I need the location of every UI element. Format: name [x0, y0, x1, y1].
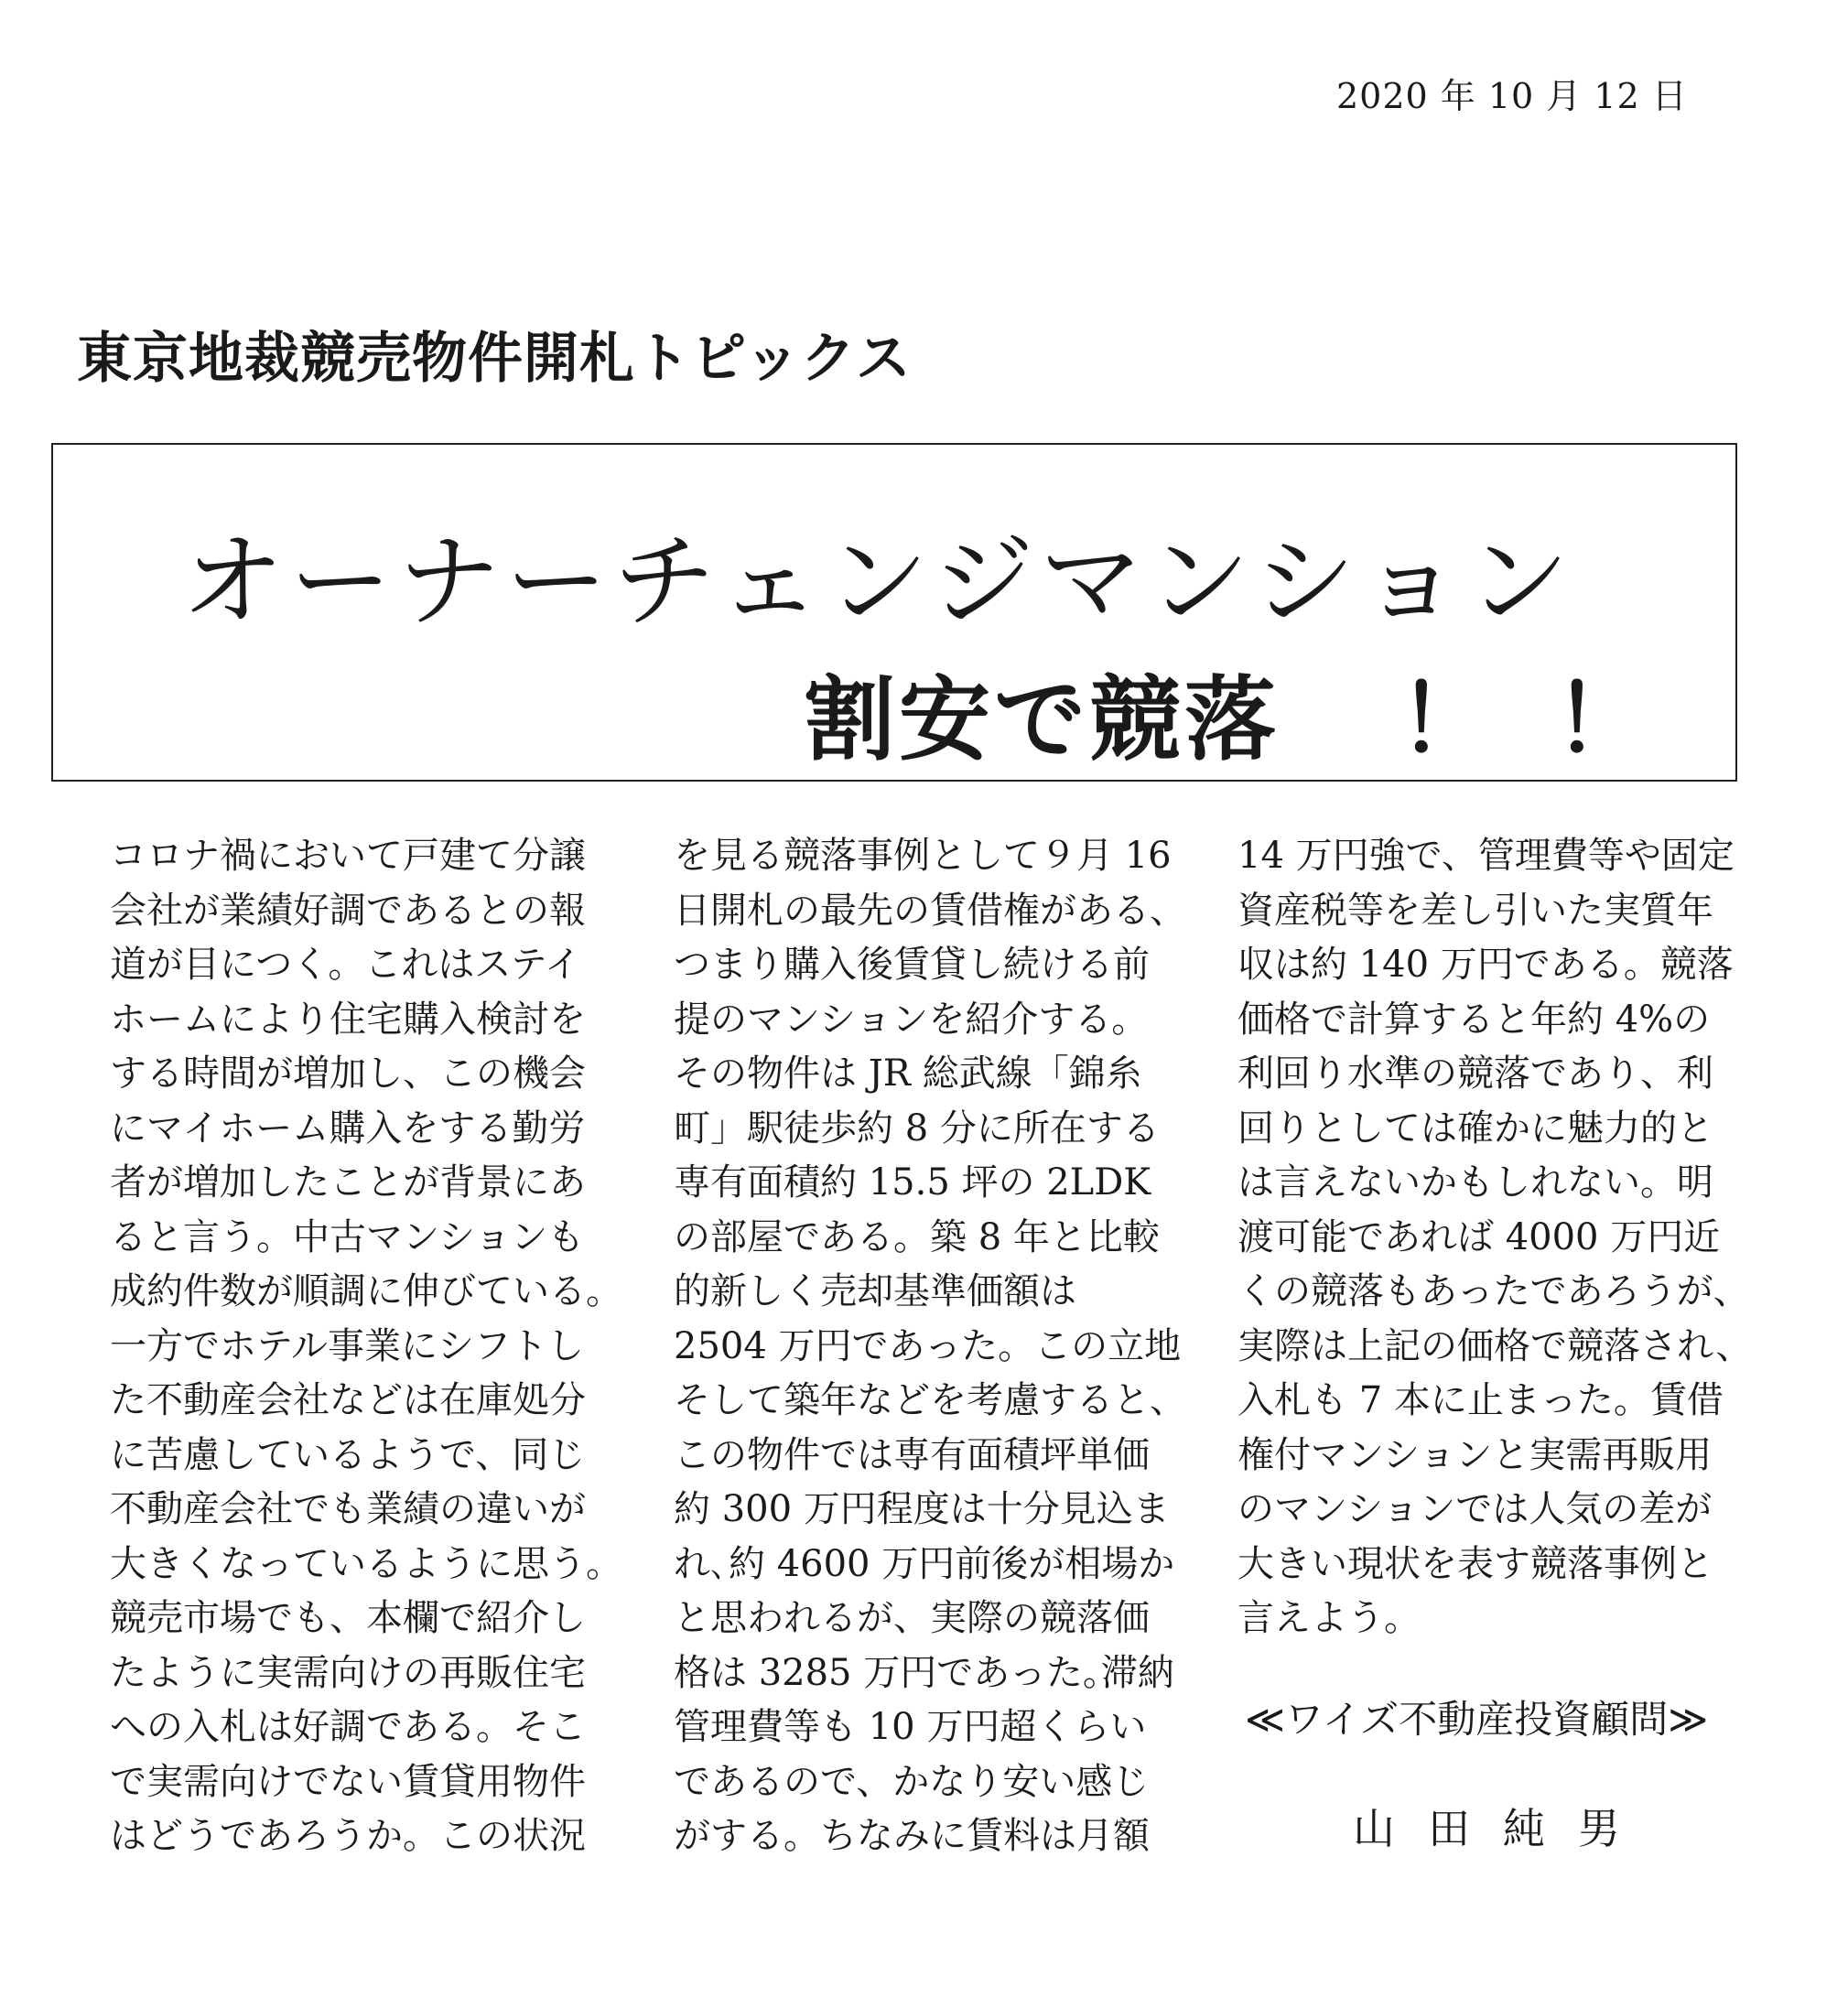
body-column-2 — [674, 829, 1186, 1864]
body-line: 一方でホテル事業にシフトし — [110, 1324, 584, 1367]
body-line: 専有面積約 15.5 坪の 2LDK — [674, 1161, 1151, 1204]
body-line: ホームにより住宅購入検討を — [110, 998, 586, 1041]
body-line: コロナ禍において戸建て分譲 — [110, 835, 586, 877]
body-line: 大きい現状を表す競落事例と — [1237, 1542, 1713, 1585]
body-column-1 — [110, 829, 622, 1864]
body-line: 価格で計算すると年約 4%の — [1237, 998, 1711, 1041]
body-line: そして築年などを考慮すると、 — [674, 1379, 1186, 1421]
body-line: と思われるが、実際の競落価 — [674, 1597, 1150, 1639]
body-line: 回りとしては確かに魅力的と — [1237, 1106, 1713, 1150]
body-line: 大きくなっているように思う。 — [110, 1542, 622, 1585]
headline-line-2 — [804, 646, 1710, 778]
body-line: たように実需向けの再販住宅 — [110, 1651, 586, 1694]
body-line: 町」駅徒歩約 8 分に所在する — [674, 1106, 1160, 1150]
body-line: 実際は上記の価格で競落され、 — [1237, 1324, 1753, 1367]
section-heading: 東京地裁競売物件開札トピックス — [77, 327, 912, 391]
body-line: 利回り水準の競落であり、利 — [1237, 1052, 1713, 1095]
author-name: 山田純男 — [1353, 1804, 1653, 1853]
body-line: 入札も 7 本に止まった。賃借 — [1237, 1379, 1724, 1421]
body-line: 権付マンションと実需再販用 — [1237, 1433, 1713, 1476]
body-line: を見る競落事例として９月 16 — [674, 835, 1172, 877]
body-line: 格は 3285 万円であった｡滞納 — [674, 1651, 1174, 1694]
body-line: 管理費等も 10 万円超くらい — [674, 1706, 1147, 1748]
body-line: がする。ちなみに賃料は月額 — [674, 1815, 1150, 1857]
headline-box — [51, 443, 1737, 782]
body-line: くの競落もあったであろうが、 — [1237, 1270, 1750, 1312]
body-line: 言えよう。 — [1237, 1597, 1421, 1639]
publisher-name: ≪ワイズ不動産投資顧問≫ — [1245, 1697, 1709, 1742]
body-line: 道が目につく。これはステイ — [110, 944, 581, 986]
body-line: はどうであろうか。この状況 — [110, 1815, 586, 1857]
body-line: 14 万円強で、管理費等や固定 — [1237, 835, 1735, 877]
body-line: 渡可能であれば 4000 万円近 — [1237, 1215, 1721, 1258]
body-line: の部屋である。築 8 年と比較 — [674, 1215, 1160, 1258]
body-line: た不動産会社などは在庫処分 — [110, 1379, 586, 1421]
body-line: 競売市場でも、本欄で紹介し — [110, 1597, 586, 1639]
body-line: 的新しく売却基準価額は — [674, 1270, 1076, 1312]
body-line: 収は約 140 万円である。競落 — [1237, 944, 1734, 986]
body-line: この物件では専有面積坪単価 — [674, 1433, 1150, 1476]
body-line: で実需向けでない賃貸用物件 — [110, 1760, 586, 1803]
headline-line-2-text: 割安で競落 — [804, 666, 1280, 773]
body-line: 約 300 万円程度は十分見込ま — [674, 1488, 1170, 1530]
body-line: 2504 万円であった。この立地 — [674, 1324, 1182, 1367]
body-line: 成約件数が順調に伸びている。 — [110, 1270, 622, 1312]
body-line: に苦慮しているようで、同じ — [110, 1433, 586, 1476]
body-line: つまり購入後賃貸し続ける前 — [674, 944, 1150, 986]
headline-exclamation: ！！ — [1399, 666, 1710, 773]
headline-line-1: オーナーチェンジマンション — [181, 523, 1575, 642]
body-line: 日開札の最先の賃借権がある、 — [674, 889, 1186, 932]
body-line: 不動産会社でも業績の違いが — [110, 1488, 586, 1530]
body-line: ると言う。中古マンションも — [110, 1215, 585, 1258]
body-line: 提のマンションを紹介する。 — [674, 998, 1149, 1041]
body-line: は言えないかもしれない。明 — [1237, 1161, 1713, 1204]
body-line: れ､約 4600 万円前後が相場か — [674, 1542, 1175, 1585]
body-line: にマイホーム購入をする勤労 — [110, 1106, 586, 1150]
body-line: 会社が業績好調であるとの報 — [110, 889, 586, 932]
body-column-3 — [1237, 829, 1752, 1646]
body-line: であるので、かなり安い感じ — [674, 1760, 1150, 1803]
body-line: のマンションでは人気の差が — [1237, 1488, 1713, 1530]
body-line: 資産税等を差し引いた実質年 — [1237, 889, 1713, 932]
body-line: その物件は JR 総武線「錦糸 — [674, 1052, 1142, 1095]
article-date: 2020 年 10 月 12 日 — [1336, 76, 1688, 116]
body-line: 者が増加したことが背景にあ — [110, 1161, 586, 1204]
body-line: する時間が増加し、この機会 — [110, 1052, 586, 1095]
body-line: への入札は好調である。そこ — [110, 1706, 586, 1748]
